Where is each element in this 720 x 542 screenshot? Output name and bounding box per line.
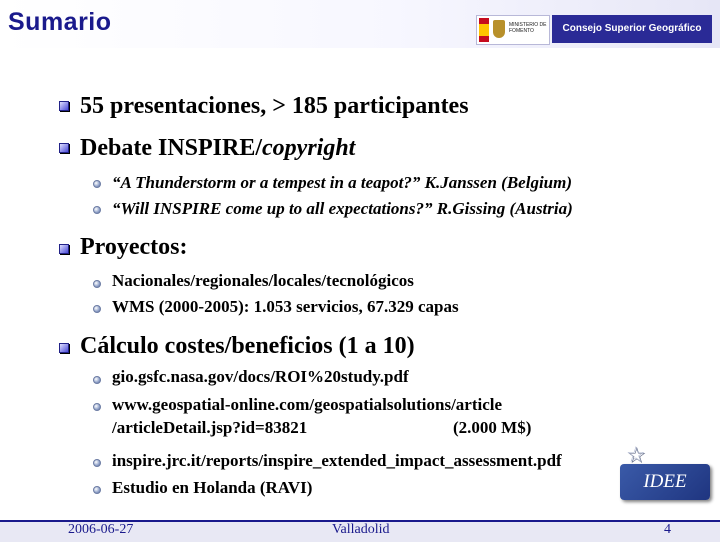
link-nasa[interactable]: gio.gsfc.nasa.gov/docs/ROI%20study.pdf: [112, 367, 409, 386]
link-geospatial[interactable]: www.geospatial-online.com/geospatialsolutions/article: [112, 395, 503, 414]
round-bullet-icon: [93, 305, 101, 313]
slide-title: Sumario: [8, 8, 112, 36]
bullet-presentaciones: 55 presentaciones, > 185 participantes: [80, 93, 469, 119]
bullet-proyectos: Proyectos:: [80, 234, 188, 260]
round-bullet-icon: [93, 280, 101, 288]
idee-badge: IDEE: [620, 464, 710, 500]
sub-bullet-ravi: Estudio en Holanda (RAVI): [112, 478, 313, 497]
spain-flag-icon: [479, 18, 489, 42]
round-bullet-icon: [93, 459, 101, 467]
round-bullet-icon: [93, 486, 101, 494]
footer-date: 2006-06-27: [68, 522, 134, 537]
footer-location: Valladolid: [332, 522, 390, 537]
org-banner: Consejo Superior Geográfico: [552, 15, 712, 43]
coat-of-arms-icon: [493, 20, 505, 38]
round-bullet-icon: [93, 180, 101, 188]
bullet-costes: Cálculo costes/beneficios (1 a 10): [80, 333, 415, 359]
link-geospatial-cont[interactable]: /articleDetail.jsp?id=83821: [112, 418, 308, 437]
page-number: 4: [664, 522, 671, 537]
ministry-label: MINISTERIO DE FOMENTO: [509, 22, 547, 34]
sub-bullet-nacionales: Nacionales/regionales/locales/tecnológicos: [112, 271, 414, 290]
star-icon: ☆: [626, 443, 646, 468]
cost-value: (2.000 M$): [453, 418, 532, 437]
square-bullet-icon: [59, 101, 69, 111]
debate-label: Debate INSPIRE/: [80, 135, 263, 161]
round-bullet-icon: [93, 206, 101, 214]
round-bullet-icon: [93, 403, 101, 411]
bullet-debate: [80, 135, 355, 162]
sub-bullet-gissing: “Will INSPIRE come up to all expectations?” R.Gissing (Austria): [112, 199, 573, 218]
ministry-logo: [476, 15, 550, 45]
sub-bullet-wms: WMS (2000-2005): 1.053 servicios, 67.329 capas: [112, 297, 459, 316]
sub-bullet-janssen: “A Thunderstorm or a tempest in a teapot?” K.Janssen (Belgium): [112, 173, 573, 192]
square-bullet-icon: [59, 244, 69, 254]
round-bullet-icon: [93, 376, 101, 384]
square-bullet-icon: [59, 143, 69, 153]
debate-label-italic: copyright: [262, 135, 356, 161]
link-inspire[interactable]: inspire.jrc.it/reports/inspire_extended_impact_assessment.pdf: [112, 451, 562, 470]
square-bullet-icon: [59, 343, 69, 353]
